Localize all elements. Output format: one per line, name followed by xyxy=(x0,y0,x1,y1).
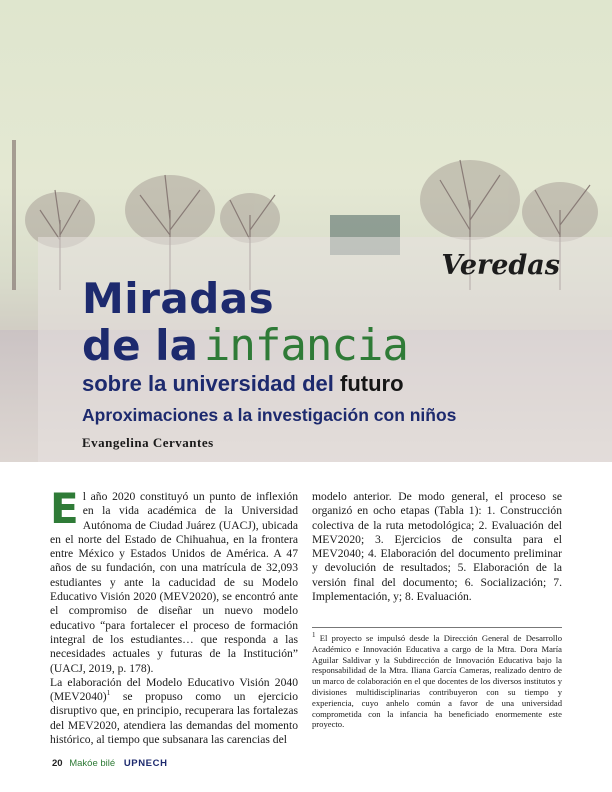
publisher: UPNECH xyxy=(123,758,168,769)
section-label: Veredas xyxy=(441,250,560,281)
footnote xyxy=(312,633,562,730)
title-line-3-accent: futuro xyxy=(340,371,404,396)
page-folio xyxy=(52,758,168,769)
dropcap: E xyxy=(50,484,79,533)
title-line-2 xyxy=(82,320,408,371)
title-highlight: infancia xyxy=(203,320,408,371)
footnote-rule xyxy=(312,627,562,628)
footnote-text: El proyecto se impulsó desde la Dirección General de Desarrollo Académico e Innovación Educativa a cargo de la Mtra. Dora María Aguilar Saldivar y la Subdirección de Innovación Educativa bajo la responsabilidad de la Mtra. Iliana García Cameras, realizado dentro de un marco de colaboración en el que docentes de los diversos institutos y divisiones multidisciplinarias contribuyeron con su tiempo y experiencia, cuyo anhelo común a favor de una universidad comprometida con la infancia ha beneficiado enormemente este proyecto. xyxy=(312,633,562,730)
body-paragraph-2-continued: modelo anterior. De modo general, el proceso se organizó en ocho etapas (Tabla 1): 1. Construcción colectiva de la ruta metodológica; 2. Evaluación del MEV2020; 3. Ejercicios de consulta para el MEV2040; 4. Elaboración del documento preliminar y devolución de resultados; 5. Elaboración de la versión final del documento; 6. Socialización; 7. Implementación, y; 8. Evaluación. xyxy=(312,490,562,604)
body-column-2 xyxy=(312,490,562,604)
body-paragraph-2a: La elaboración del Modelo Educativo Visión 2040 (MEV2040) xyxy=(50,675,298,704)
body-paragraph-1: l año 2020 constituyó un punto de inflexión en la vida académica de la Universidad Autónoma de Ciudad Juárez (UACJ), ubicada en el norte del Estado de Chihuahua, en la frontera entre México y Estados Unidos de América. A 47 años de su fundación, con una matrícula de 32,093 estudiantes y ante la caducidad de su Modelo Educativo Visión 2020 (MEV2020), se encontró ante el compromiso de diseñar un nuevo modelo educativo “para fortalecer el proceso de formación integral de los estudiantes… que responda a las necesidades actuales y futuras de la Institución” (UACJ, 2019, p. 178). xyxy=(50,490,298,675)
body-column-1 xyxy=(50,484,298,747)
body-paragraph-2 xyxy=(50,676,298,747)
body-paragraph-2b: se propuso como un ejercicio disruptivo que, en principio, recuperara las fortalezas del MEV2020, atendiera las demandas del momento histórico, al tiempo que subsanara las carencias del xyxy=(50,690,298,747)
author: Evangelina Cervantes xyxy=(82,435,214,450)
footnote-mark: 1 xyxy=(312,631,316,640)
title-line-3 xyxy=(82,371,404,397)
subtitle: Aproximaciones a la investigación con niños xyxy=(82,405,457,425)
magazine-name: Makóe bilé xyxy=(69,758,116,769)
footnote-ref: 1 xyxy=(106,689,111,698)
page-number: 20 xyxy=(52,758,63,769)
title-line-1: Miradas xyxy=(82,274,275,323)
title-line-2-text: de la xyxy=(82,321,198,370)
title-line-3-main: sobre la universidad del xyxy=(82,371,334,396)
